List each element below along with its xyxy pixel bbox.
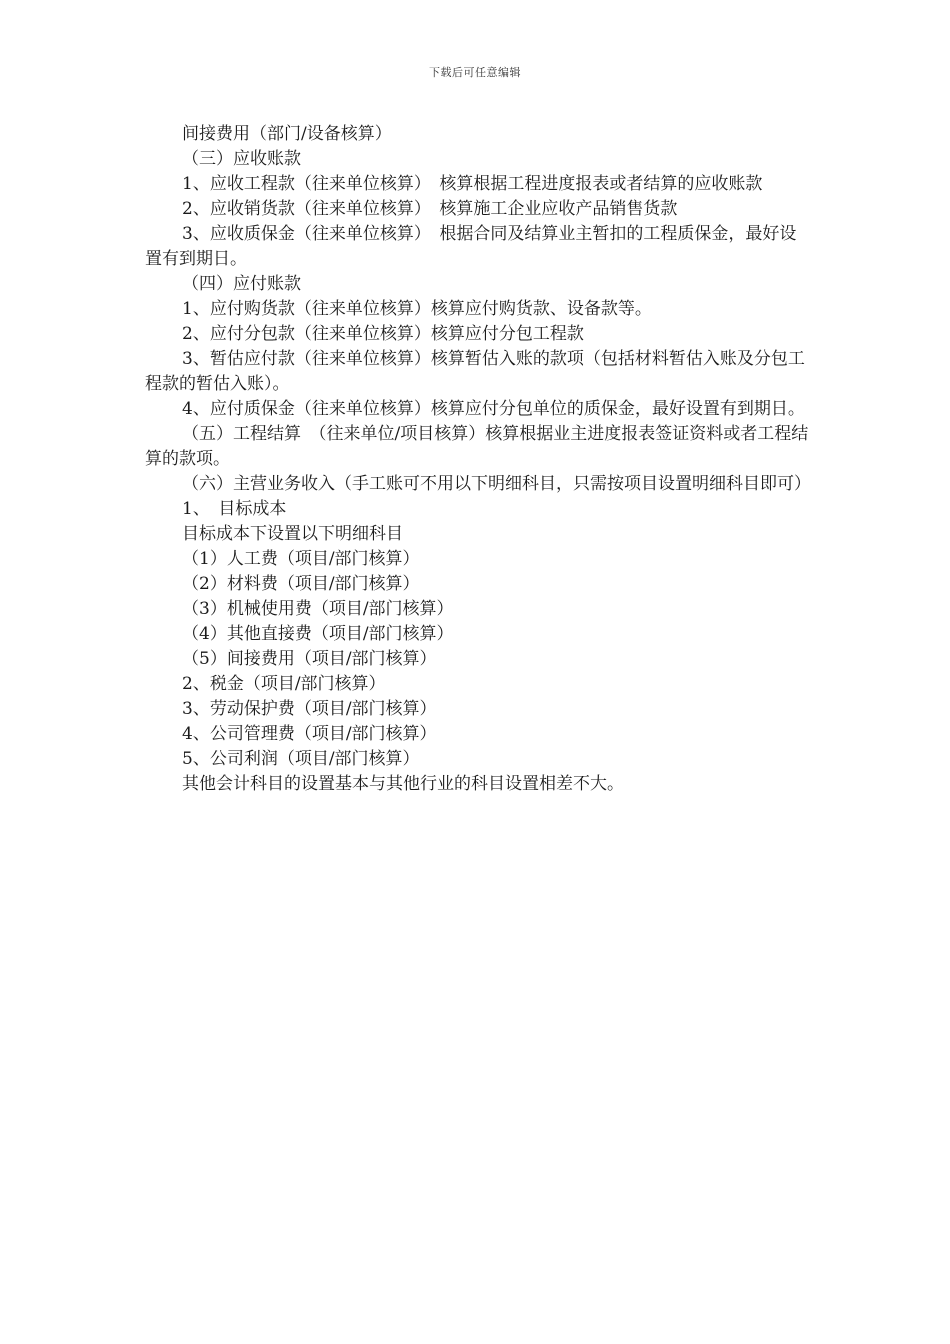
list-item-company-profit: 5、公司利润（项目/部门核算）	[182, 749, 420, 769]
paragraph-receivable-warranty: 3、应收质保金（往来单位核算） 根据合同及结算业主暂扣的工程质保金，最好设置有到期日。	[145, 224, 797, 269]
section-heading-receivables: （三）应收账款	[182, 149, 301, 169]
section-heading-payables: （四）应付账款	[182, 274, 301, 294]
list-item-target-cost: 1、 目标成本	[182, 499, 287, 519]
document-body	[145, 122, 813, 797]
paragraph-receivable-project: 1、应收工程款（往来单位核算） 核算根据工程进度报表或者结算的应收账款	[182, 174, 763, 194]
list-item-labor-protection: 3、劳动保护费（项目/部门核算）	[182, 699, 437, 719]
list-item-management-fee: 4、公司管理费（项目/部门核算）	[182, 724, 437, 744]
paragraph-payable-warranty: 4、应付质保金（往来单位核算）核算应付分包单位的质保金，最好设置有到期日。	[182, 399, 805, 419]
paragraph-payable-estimated: 3、暂估应付款（往来单位核算）核算暂估入账的款项（包括材料暂估入账及分包工程款的暂估入账）。	[145, 349, 805, 394]
list-item-labor-cost: （1）人工费（项目/部门核算）	[182, 549, 420, 569]
paragraph-payable-subcontract: 2、应付分包款（往来单位核算）核算应付分包工程款	[182, 324, 584, 344]
page-header: 下载后可任意编辑	[429, 66, 521, 79]
paragraph-indirect-cost: 间接费用（部门/设备核算）	[182, 124, 392, 144]
paragraph-closing: 其他会计科目的设置基本与其他行业的科目设置相差不大。	[182, 774, 624, 794]
list-item-machinery-cost: （3）机械使用费（项目/部门核算）	[182, 599, 454, 619]
list-item-indirect-cost: （5）间接费用（项目/部门核算）	[182, 649, 437, 669]
list-item-tax: 2、税金（项目/部门核算）	[182, 674, 386, 694]
list-item-material-cost: （2）材料费（项目/部门核算）	[182, 574, 420, 594]
paragraph-target-cost-intro: 目标成本下设置以下明细科目	[182, 524, 403, 544]
list-item-other-direct-cost: （4）其他直接费（项目/部门核算）	[182, 624, 454, 644]
paragraph-receivable-sales: 2、应收销货款（往来单位核算） 核算施工企业应收产品销售货款	[182, 199, 678, 219]
section-heading-settlement: （五）工程结算 （往来单位/项目核算）核算根据业主进度报表签证资料或者工程结算的款项。	[145, 424, 809, 469]
section-heading-revenue: （六）主营业务收入（手工账可不用以下明细科目，只需按项目设置明细科目即可）	[182, 474, 811, 494]
paragraph-payable-purchase: 1、应付购货款（往来单位核算）核算应付购货款、设备款等。	[182, 299, 652, 319]
